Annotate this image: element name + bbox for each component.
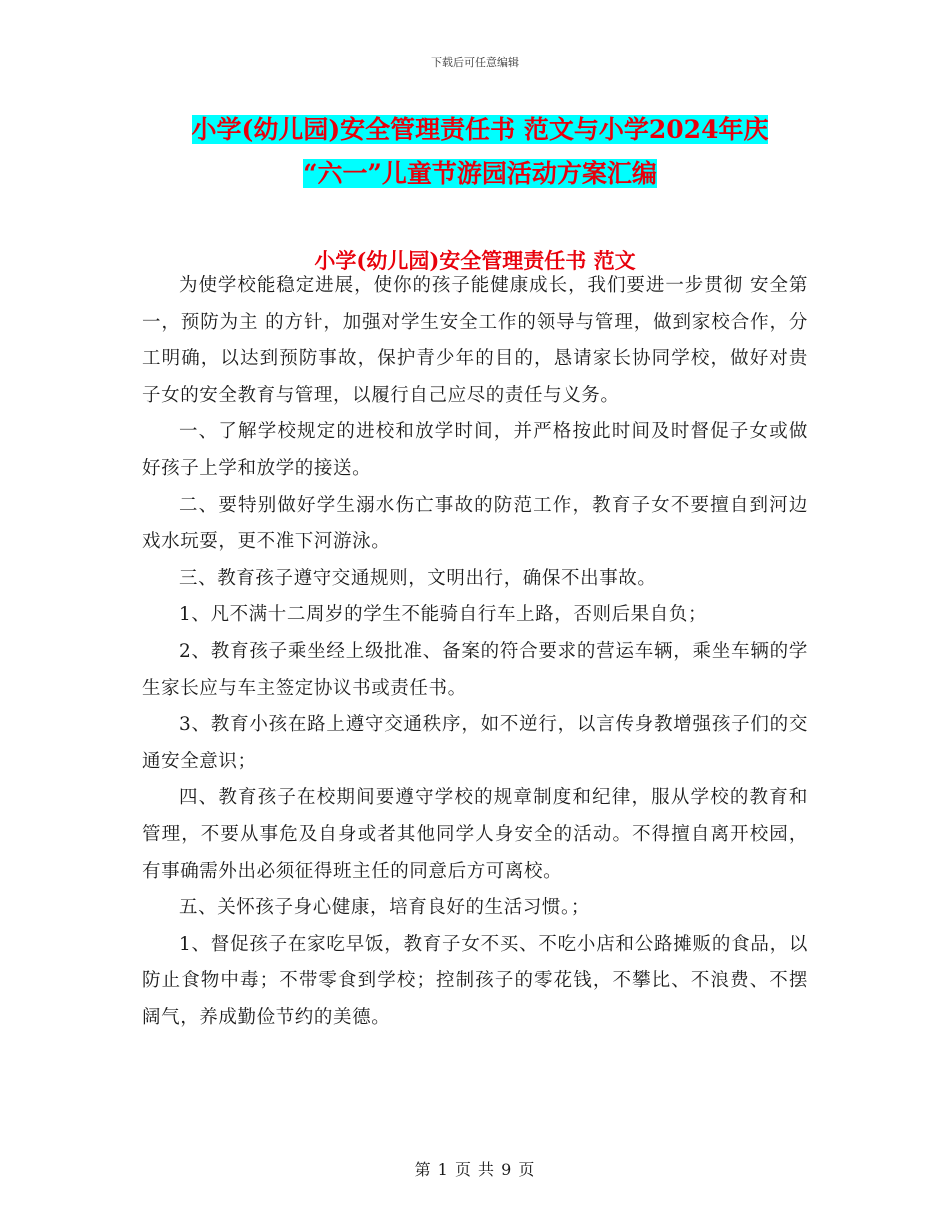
paragraph: 二、要特别做好学生溺水伤亡事故的防范工作，教育子女不要擅自到河边戏水玩耍，更不准下河游泳。	[142, 494, 808, 553]
paragraph: 五、关怀孩子身心健康，培育良好的生活习惯。；	[179, 897, 590, 919]
document-title-line-2: “六一”儿童节游园活动方案汇编	[303, 159, 657, 188]
page-footer: 第 1 页 共 9 页	[414, 1160, 536, 1179]
header-note: 下载后可任意编辑	[431, 56, 519, 69]
paragraph: 一、了解学校规定的进校和放学时间，并严格按此时间及时督促子女或做好孩子上学和放学的接送。	[142, 421, 808, 479]
body-text	[142, 268, 808, 1036]
paragraph: 1、凡不满十二周岁的学生不能骑自行车上路，否则后果自负；	[179, 604, 708, 626]
section-title: 小学(幼儿园)安全管理责任书 范文	[314, 248, 636, 273]
paragraph: 3、教育小孩在路上遵守交通秩序，如不逆行，以言传身教增强孩子们的交通安全意识；	[142, 714, 808, 772]
paragraph: 为使学校能稳定进展，使你的孩子能健康成长，我们要进一步贯彻 安全第一，预防为主 的方针，加强对学生安全工作的领导与管理，做到家校合作，分工明确，以达到预防事故，保护青少年的目的，恳请家长协同学校，做好对贵子女的安全教育与管理，以履行自己应尽的责任与义务。	[142, 275, 808, 406]
paragraph: 2、教育孩子乘坐经上级批准、备案的符合要求的营运车辆，乘坐车辆的学生家长应与车主签定协议书或责任书。	[142, 640, 808, 699]
document-title-line-1: 小学(幼儿园)安全管理责任书 范文与小学2024年庆	[191, 115, 769, 144]
paragraph: 三、教育孩子遵守交通规则，文明出行，确保不出事故。	[179, 567, 657, 589]
paragraph: 1、督促孩子在家吃早饭，教育子女不买、不吃小店和公路摊贩的食品，以防止食物中毒；不带零食到学校；控制孩子的零花钱，不攀比、不浪费、不摆阔气，养成勤俭节约的美德。	[142, 933, 808, 1028]
paragraph: 四、教育孩子在校期间要遵守学校的规章制度和纪律，服从学校的教育和管理，不要从事危及自身或者其他同学人身安全的活动。不得擅自离开校园，有事确需外出必须征得班主任的同意后方可离校。	[142, 787, 808, 882]
document-title	[150, 108, 810, 196]
